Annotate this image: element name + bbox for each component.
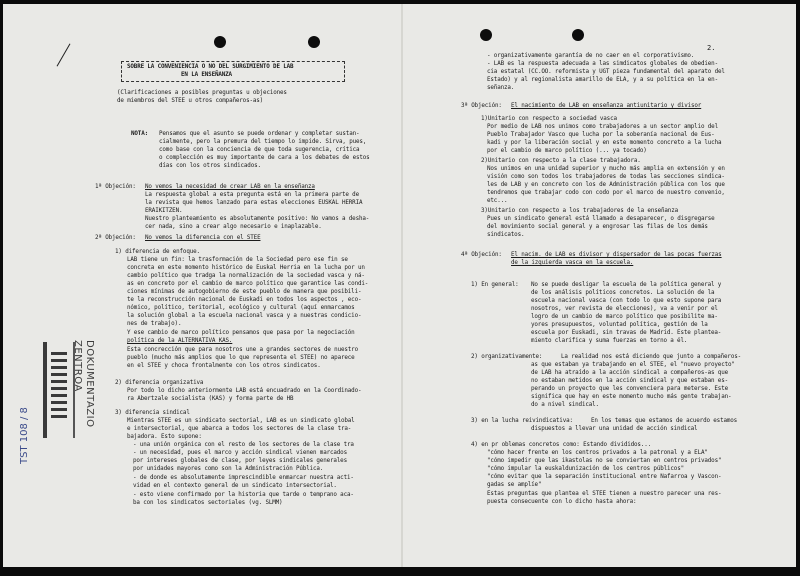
objection-2-title: No vemos la diferencia con el STEE (145, 235, 261, 241)
body-line: Pues un sindicato general está llamado a desaparecer, o disgregarse (487, 216, 715, 222)
archive-stamp (33, 334, 103, 474)
body-line: sindicatos. (487, 232, 525, 238)
body-line: escuela por Euskadi, sin travas de Madrid. Este plantea- (531, 330, 722, 336)
objection-3-title: El nacimiento de LAB en enseñanza antiunitario y divisor (511, 103, 702, 109)
body-line: Por medio de LAB nos unimos como trabajadores a un sector amplio del (487, 124, 718, 130)
body-line: vidad en el contexto general de un sindicato intersectorial. (133, 483, 337, 489)
handwritten-archive-code: TST 108 / 8 (19, 407, 30, 464)
objection-4-label: 4ª Objeción: (461, 252, 502, 258)
body-line: bajadora. Esto supone: (127, 434, 202, 440)
body-line: concreta en este momento histórico de Euskal Herria en la lucha por un (127, 265, 365, 271)
body-line: "cómo evitar que la separación institucional entre Nafarroa y Vascon- (487, 474, 722, 480)
unitary-3-title: 3)Unitario con respecto a los trabajadores de la enseñanza (481, 208, 678, 214)
body-line: as que estaban ya trabajando en el STEE, el "nuevo proyecto" (531, 362, 735, 368)
objection-2-label: 2ª Objeción: (95, 235, 136, 241)
body-line: les de LAB y en concreto con los de Administración pública con los que (487, 182, 725, 188)
right-page (403, 4, 795, 567)
body-line: gadas se amplíe" (487, 482, 542, 488)
body-line: - una unión orgánica con el resto de los sectores de la clase tra (133, 442, 354, 448)
nota-line: días con los otros sindicados. (159, 163, 261, 169)
body-line: - LAB es la respuesta adecuada a las simdicatos globales de obedien- (487, 61, 718, 67)
doc-title-line1: SOBRE LA CONVENIENCIA O NO DEL SURGIMIENTO DE LAB (127, 64, 294, 70)
body-line: ra Abertzale socialista (KAS) y forma parte de HB (127, 396, 294, 402)
body-line: En los temas que estamos de acuerdo estamos (591, 418, 738, 424)
body-line: dispuestos a llevar una unidad de acción sindical (531, 426, 698, 432)
body-line: escuela nacional vasca (con todo lo que esto supone para (531, 298, 722, 304)
body-line: Mientras STEE es un sindicato sectorial, LAB es un sindicato global (127, 418, 355, 424)
body-line: señanza. (487, 85, 515, 91)
body-line: puesta consecuente con lo dicho hasta ahora: (487, 499, 637, 505)
reply-4-title: 4) en pr oblemas concretos como: Estando divididos... (471, 442, 652, 448)
nota-line: cialmente, pero la premura del tiempo lo impide. Sirva, pues, (159, 139, 367, 145)
body-line: - de donde es absolutamente imprescindible enmarcar nuestra acti- (133, 475, 354, 481)
nota-line: como base con la conciencia de que toda sugerencia, crítica (159, 147, 360, 153)
objection-1-line: cer nada, sino a crear algo necesario e inaplazable. (145, 224, 322, 230)
body-line: por el cambio de marco político (... ya tocado) (487, 148, 647, 154)
body-line: "cómo impular la euskaldunización de los centros públicos" (487, 466, 684, 472)
doc-subtitle-line2: de miembros del STEE u otros compañeros-as) (117, 98, 264, 104)
reply-2-label: 2) organizativamente: (471, 354, 543, 360)
objection-1-line: la revista que hemos lanzado para estas elecciones EUSKAL HERRIA (145, 200, 363, 206)
body-line: tendremos que trabajar codo con codo por el marco de nuestro convenio, (487, 190, 725, 196)
body-line: de LAB ha atraído a la acción sindical a compañeros-as que (531, 370, 728, 376)
difference-3-title: 3) diferencia sindical (115, 410, 190, 416)
difference-2-title: 2) diferencia organizativa (115, 380, 204, 386)
body-line: No se puede desligar la escuela de la política general y (531, 282, 722, 288)
body-line: no estaban metidos en la acción sindical y que estaban es- (531, 378, 728, 384)
body-line: Estado) y al regionalista amarillo de ELA, y a su política en la en- (487, 77, 718, 83)
body-line: "cómo hacer frente en los centros privados a la patronal y a ELA" (487, 450, 708, 456)
stamp-org-line1: DOKUMENTAZIO (84, 340, 95, 428)
body-line: ba con los sindicatos sectoriales (vg. SLMM) (133, 500, 283, 506)
body-line: significa que hay en este momento mucho más gente trabajan- (531, 394, 732, 400)
body-line: en el STEE y choca frontalmente con los otros sindicatos. (127, 363, 321, 369)
body-line: nosotros, ver revista de elecciones), va a venir por el (531, 306, 718, 312)
left-page (3, 4, 399, 567)
objection-1-line: La respuesta global a esta pregunta está en la primera parte de (145, 192, 359, 198)
body-line: por unidades mayores como son la Administración Pública. (133, 466, 324, 472)
difference-1-title: 1) diferencia de enfoque. (115, 249, 200, 255)
body-line: Y ese cambio de marco político pensamos que pasa por la negociación (127, 330, 355, 336)
unitary-2-title: 2)Unitario con respecto a la clase trabajadora. (481, 158, 641, 164)
objection-1-label: 1ª Objeción: (95, 184, 136, 190)
body-line: e intersectorial, que abarca a todos los sectores de la clase tra- (127, 426, 352, 432)
body-line: Por todo lo dicho anteriormente LAB está encuadrado en la Coordinado- (127, 388, 362, 394)
objection-1-line: Nuestro planteamiento es absolutamente positivo: No vamos a desha- (145, 216, 370, 222)
body-line: nómico, político, teritorial, ecológico y cultural (aquí enmarcamos (127, 305, 355, 311)
unitary-1-title: 1)Unitario con respecto a sociedad vasca (481, 116, 617, 122)
body-line: - organizativamente garantía de no caer en el corporativismo. (487, 53, 695, 59)
objection-4-title: El nacim. de LAB es divisor y dispersador de las pocas fuerzas (511, 252, 722, 258)
body-line: por intereses globales de clase, por leyes sindicales generales (133, 458, 347, 464)
body-line: etc... (487, 198, 508, 204)
objection-1-title: No vemos la necesidad de crear LAB en la enseñanza (145, 184, 315, 190)
body-line: cia estatal (CC.OO. reformista y UGT pieza fundamental del aparato del (487, 69, 725, 75)
body-line: te la reconstrucción nacional de Euskadi en todos los aspectos , eco- (127, 297, 362, 303)
archive-logo-icon (43, 342, 75, 438)
body-line: do a nivel sindical. (531, 402, 599, 408)
body-line: nes de trabajo). (127, 321, 182, 327)
body-line: política de la ALTERNATIVA KAS. (127, 338, 233, 344)
nota-line: Pensamos que el asunto se puede ordenar y completar sustan- (159, 131, 360, 137)
body-line: as en concreto por el cambio de marco político que garantice las condi- (127, 281, 369, 287)
body-line: Estas preguntas que plantea el STEE tienen a nuestro parecer una res- (487, 491, 722, 497)
page-number: 2. (707, 44, 716, 52)
body-line: Nos unimos en una unidad superior y mucho más amplia en extensión y en (487, 166, 725, 172)
body-line: de los análisis políticos concretos. La solución de la (531, 290, 715, 296)
body-line: yores presupuestos, voluntad política, gestión de la (531, 322, 708, 328)
body-line: pueblo (mucho más amplios que lo que representa el STEE) no aparece (127, 355, 355, 361)
body-line: - esto viene confirmado por la historia que tarde o temprano aca- (133, 492, 354, 498)
objection-1-line: ERAIKITZEN. (145, 208, 183, 214)
body-line: la solución global a la escuela nacional vasca y a nuestras condicio- (127, 313, 362, 319)
stamp-org-line2: ZENTROA (72, 340, 83, 392)
body-line: ciones mínimas de autogobierno de este pueblo de manera que posibili- (127, 289, 362, 295)
scanned-sheet (3, 4, 796, 567)
body-line: del movimiento social general y a engrosar las filas de los demás (487, 224, 708, 230)
body-line: perando un proyecto que les convenciera para meterse. Este (531, 386, 728, 392)
nota-label: NOTA: (131, 131, 148, 137)
body-line: visión como son todos los trabajadores de todas las secciones sindica- (487, 174, 725, 180)
body-line: logro de un cambio de marco político que posibilite ma- (531, 314, 718, 320)
body-line: Pueblo Trabajador Vasco que lucha por la soberanía nacional de Eus- (487, 132, 715, 138)
reply-3-label: 3) en la lucha reivindicativa: (471, 418, 573, 424)
body-line: cambio político que tradga la normalización de la sociedad vasca y ná- (127, 273, 365, 279)
reply-1-label: 1) En general: (471, 282, 519, 288)
body-line: kadi y por la liberación social y en este momento concreto a la lucha (487, 140, 722, 146)
nota-line: o complección es muy importante de cara a los debates de estos (159, 155, 370, 161)
body-line: Esta concrección que para nosotros une a grandes sectores de nuestro (127, 347, 358, 353)
body-line: - un necesidad, pues el marco y acción sindical vienen marcados (133, 450, 347, 456)
doc-title-line2: EN LA ENSEÑANZA (181, 72, 232, 78)
body-line: La realidad nos está diciendo que junto a compañeros- (561, 354, 742, 360)
objection-3-label: 3ª Objeción: (461, 103, 502, 109)
body-line: "cómo impedir que las ikastolas no se conviertan en centros privados" (487, 458, 722, 464)
body-line: miento clarifica y suma fuerzas en torno a él. (531, 338, 688, 344)
doc-subtitle-line1: (Clarificaciones a posibles preguntas u objeciones (117, 90, 287, 96)
body-line: LAB tiene un fin: la trasformación de la Sociedad pero ese fin se (127, 257, 348, 263)
objection-4-title: de la izquierda vasca en la escuela. (511, 260, 634, 266)
